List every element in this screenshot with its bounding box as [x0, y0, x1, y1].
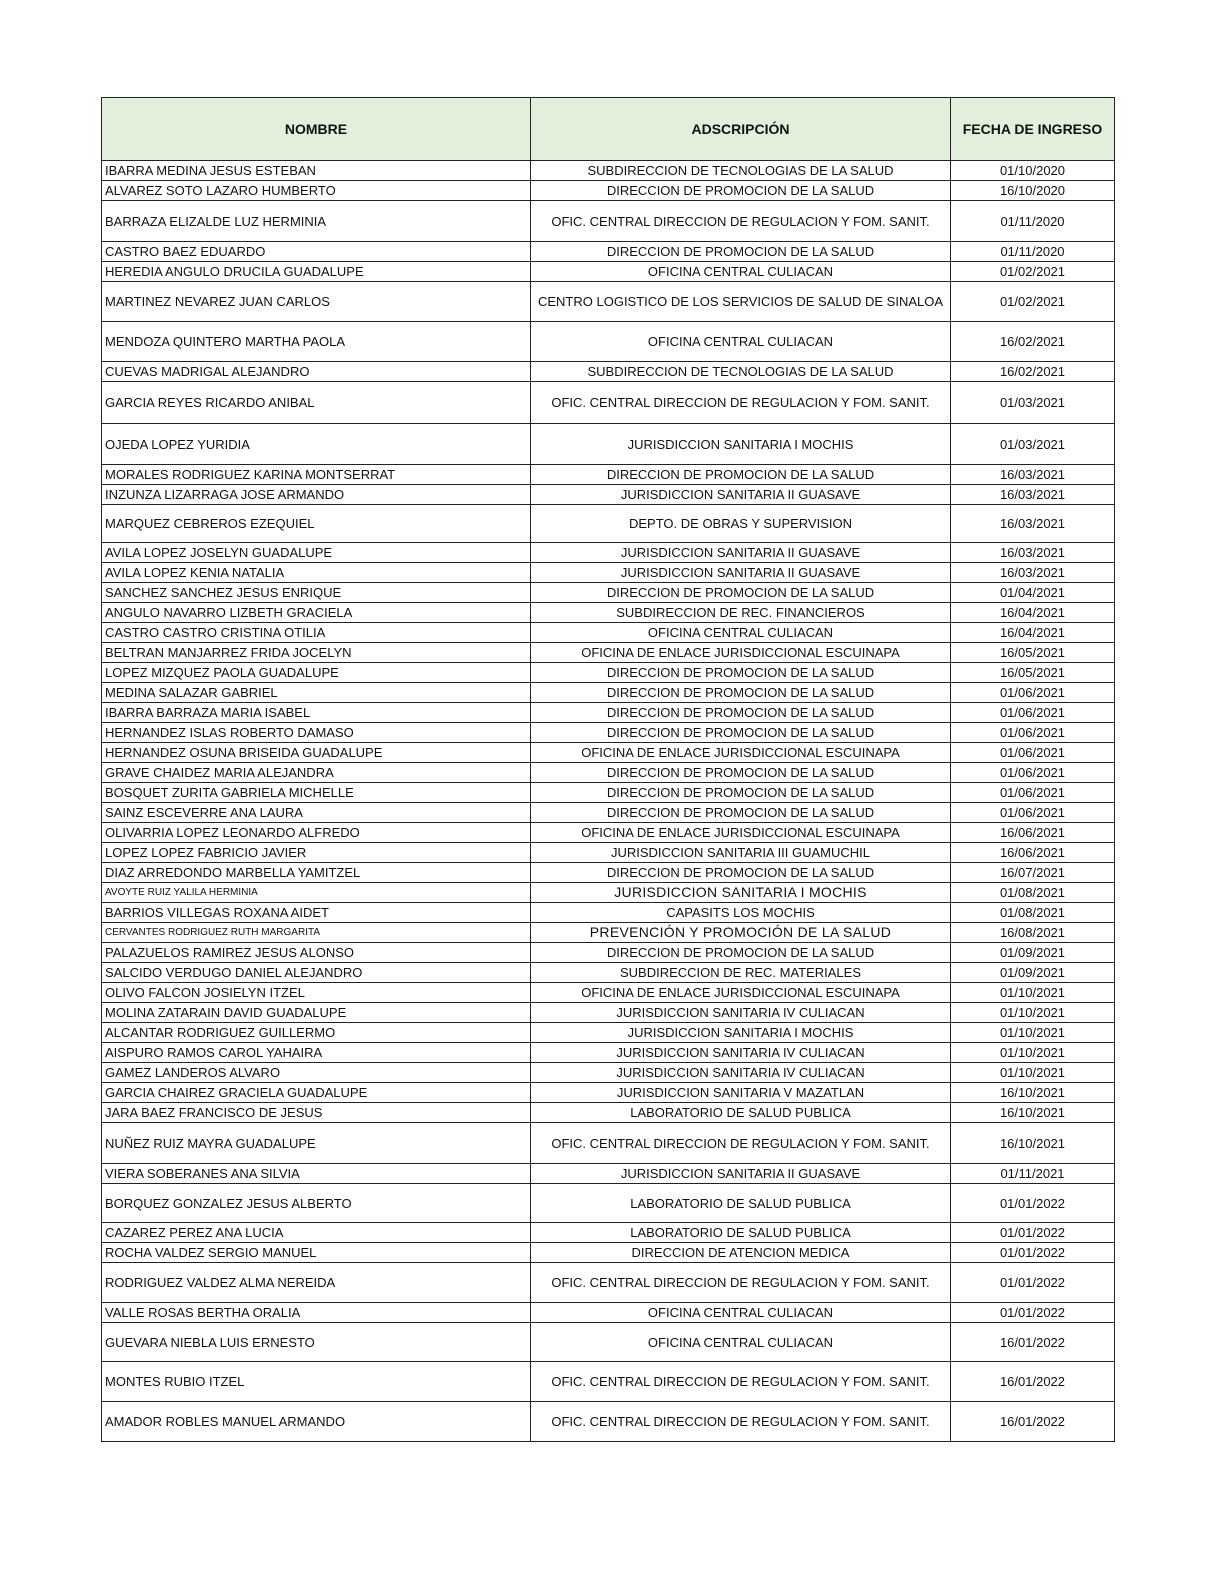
cell-nombre: VIERA SOBERANES ANA SILVIA [102, 1164, 531, 1184]
cell-nombre: CUEVAS MADRIGAL ALEJANDRO [102, 362, 531, 382]
cell-nombre: MEDINA SALAZAR GABRIEL [102, 683, 531, 703]
cell-adscripcion: LABORATORIO DE SALUD PUBLICA [531, 1223, 951, 1243]
cell-fecha-ingreso: 01/11/2020 [951, 242, 1115, 262]
table-row [102, 1083, 1115, 1103]
table-row [102, 803, 1115, 823]
cell-adscripcion: DIRECCION DE PROMOCION DE LA SALUD [531, 683, 951, 703]
cell-fecha-ingreso: 16/03/2021 [951, 543, 1115, 563]
cell-fecha-ingreso: 01/11/2021 [951, 1164, 1115, 1184]
cell-fecha-ingreso: 16/03/2021 [951, 465, 1115, 485]
cell-adscripcion: PREVENCIÓN Y PROMOCIÓN DE LA SALUD [531, 923, 951, 943]
table-row [102, 923, 1115, 943]
cell-adscripcion: DIRECCION DE PROMOCION DE LA SALUD [531, 242, 951, 262]
cell-fecha-ingreso: 16/03/2021 [951, 485, 1115, 505]
cell-nombre: ALCANTAR RODRIGUEZ GUILLERMO [102, 1023, 531, 1043]
cell-adscripcion: OFIC. CENTRAL DIRECCION DE REGULACION Y FOM. SANIT. [531, 201, 951, 242]
cell-fecha-ingreso: 01/01/2022 [951, 1303, 1115, 1323]
cell-fecha-ingreso: 16/10/2020 [951, 181, 1115, 201]
cell-nombre: GRAVE CHAIDEZ MARIA ALEJANDRA [102, 763, 531, 783]
cell-nombre: GARCIA CHAIREZ GRACIELA GUADALUPE [102, 1083, 531, 1103]
table-row [102, 181, 1115, 201]
cell-fecha-ingreso: 16/06/2021 [951, 843, 1115, 863]
cell-adscripcion: JURISDICCION SANITARIA V MAZATLAN [531, 1083, 951, 1103]
cell-nombre: SANCHEZ SANCHEZ JESUS ENRIQUE [102, 583, 531, 603]
cell-fecha-ingreso: 01/08/2021 [951, 903, 1115, 923]
cell-fecha-ingreso: 01/10/2021 [951, 1003, 1115, 1023]
table-row [102, 1123, 1115, 1164]
table-row [102, 843, 1115, 863]
cell-nombre: BELTRAN MANJARREZ FRIDA JOCELYN [102, 643, 531, 663]
table-row [102, 1362, 1115, 1402]
cell-adscripcion: OFICINA DE ENLACE JURISDICCIONAL ESCUINAPA [531, 743, 951, 763]
cell-fecha-ingreso: 01/03/2021 [951, 424, 1115, 465]
cell-nombre: IBARRA BARRAZA MARIA ISABEL [102, 703, 531, 723]
cell-fecha-ingreso: 16/03/2021 [951, 505, 1115, 543]
table-row [102, 201, 1115, 242]
cell-adscripcion: OFICINA DE ENLACE JURISDICCIONAL ESCUINAPA [531, 983, 951, 1003]
cell-fecha-ingreso: 01/06/2021 [951, 803, 1115, 823]
table-row [102, 703, 1115, 723]
table-row [102, 1243, 1115, 1263]
cell-nombre: AVILA LOPEZ KENIA NATALIA [102, 563, 531, 583]
cell-adscripcion: JURISDICCION SANITARIA II GUASAVE [531, 563, 951, 583]
cell-nombre: AMADOR ROBLES MANUEL ARMANDO [102, 1402, 531, 1442]
cell-nombre: MARTINEZ NEVAREZ JUAN CARLOS [102, 282, 531, 322]
cell-nombre: ANGULO NAVARRO LIZBETH GRACIELA [102, 603, 531, 623]
cell-adscripcion: DEPTO. DE OBRAS Y SUPERVISION [531, 505, 951, 543]
cell-nombre: CASTRO CASTRO CRISTINA OTILIA [102, 623, 531, 643]
cell-fecha-ingreso: 16/10/2021 [951, 1083, 1115, 1103]
cell-adscripcion: OFIC. CENTRAL DIRECCION DE REGULACION Y FOM. SANIT. [531, 1362, 951, 1402]
cell-adscripcion: JURISDICCION SANITARIA II GUASAVE [531, 485, 951, 505]
cell-nombre: VALLE ROSAS BERTHA ORALIA [102, 1303, 531, 1323]
cell-adscripcion: OFIC. CENTRAL DIRECCION DE REGULACION Y FOM. SANIT. [531, 1402, 951, 1442]
table-row [102, 242, 1115, 262]
table-row [102, 603, 1115, 623]
table-row [102, 1223, 1115, 1243]
cell-fecha-ingreso: 16/08/2021 [951, 923, 1115, 943]
cell-adscripcion: DIRECCION DE PROMOCION DE LA SALUD [531, 863, 951, 883]
cell-fecha-ingreso: 16/03/2021 [951, 563, 1115, 583]
cell-nombre: HERNANDEZ ISLAS ROBERTO DAMASO [102, 723, 531, 743]
cell-nombre: HERNANDEZ OSUNA BRISEIDA GUADALUPE [102, 743, 531, 763]
table-row [102, 943, 1115, 963]
cell-nombre: MORALES RODRIGUEZ KARINA MONTSERRAT [102, 465, 531, 485]
cell-fecha-ingreso: 01/06/2021 [951, 763, 1115, 783]
cell-adscripcion: SUBDIRECCION DE TECNOLOGIAS DE LA SALUD [531, 161, 951, 181]
cell-adscripcion: DIRECCION DE PROMOCION DE LA SALUD [531, 465, 951, 485]
table-row [102, 663, 1115, 683]
cell-fecha-ingreso: 01/08/2021 [951, 883, 1115, 903]
cell-nombre: SALCIDO VERDUGO DANIEL ALEJANDRO [102, 963, 531, 983]
cell-nombre: AVILA LOPEZ JOSELYN GUADALUPE [102, 543, 531, 563]
table-row [102, 1063, 1115, 1083]
table-row [102, 1323, 1115, 1362]
cell-adscripcion: OFICINA CENTRAL CULIACAN [531, 262, 951, 282]
cell-adscripcion: SUBDIRECCION DE REC. FINANCIEROS [531, 603, 951, 623]
header-fecha-ingreso: FECHA DE INGRESO [951, 98, 1115, 161]
cell-fecha-ingreso: 01/01/2022 [951, 1223, 1115, 1243]
cell-fecha-ingreso: 01/06/2021 [951, 723, 1115, 743]
cell-nombre: AVOYTE RUIZ YALILA HERMINIA [102, 883, 531, 903]
cell-adscripcion: DIRECCION DE PROMOCION DE LA SALUD [531, 181, 951, 201]
cell-nombre: NUÑEZ RUIZ MAYRA GUADALUPE [102, 1123, 531, 1164]
cell-nombre: MARQUEZ CEBREROS EZEQUIEL [102, 505, 531, 543]
table-row [102, 883, 1115, 903]
cell-adscripcion: DIRECCION DE PROMOCION DE LA SALUD [531, 763, 951, 783]
employee-table [101, 97, 1115, 1442]
cell-nombre: OLIVO FALCON JOSIELYN ITZEL [102, 983, 531, 1003]
cell-adscripcion: JURISDICCION SANITARIA I MOCHIS [531, 424, 951, 465]
cell-fecha-ingreso: 16/04/2021 [951, 623, 1115, 643]
table-row [102, 262, 1115, 282]
cell-nombre: BORQUEZ GONZALEZ JESUS ALBERTO [102, 1184, 531, 1223]
cell-fecha-ingreso: 01/06/2021 [951, 703, 1115, 723]
cell-fecha-ingreso: 01/09/2021 [951, 943, 1115, 963]
cell-nombre: BARRIOS VILLEGAS ROXANA AIDET [102, 903, 531, 923]
cell-nombre: GUEVARA NIEBLA LUIS ERNESTO [102, 1323, 531, 1362]
cell-adscripcion: SUBDIRECCION DE REC. MATERIALES [531, 963, 951, 983]
cell-fecha-ingreso: 01/10/2021 [951, 1023, 1115, 1043]
cell-fecha-ingreso: 01/02/2021 [951, 282, 1115, 322]
cell-fecha-ingreso: 16/10/2021 [951, 1103, 1115, 1123]
cell-fecha-ingreso: 16/01/2022 [951, 1362, 1115, 1402]
table-row [102, 623, 1115, 643]
cell-adscripcion: DIRECCION DE PROMOCION DE LA SALUD [531, 943, 951, 963]
table-row [102, 683, 1115, 703]
cell-adscripcion: JURISDICCION SANITARIA I MOCHIS [531, 883, 951, 903]
cell-adscripcion: SUBDIRECCION DE TECNOLOGIAS DE LA SALUD [531, 362, 951, 382]
cell-nombre: DIAZ ARREDONDO MARBELLA YAMITZEL [102, 863, 531, 883]
table-row [102, 723, 1115, 743]
table-row [102, 485, 1115, 505]
cell-nombre: OLIVARRIA LOPEZ LEONARDO ALFREDO [102, 823, 531, 843]
cell-nombre: CAZAREZ PEREZ ANA LUCIA [102, 1223, 531, 1243]
cell-fecha-ingreso: 01/06/2021 [951, 783, 1115, 803]
table-row [102, 1263, 1115, 1303]
table-row [102, 743, 1115, 763]
cell-nombre: SAINZ ESCEVERRE ANA LAURA [102, 803, 531, 823]
cell-nombre: IBARRA MEDINA JESUS ESTEBAN [102, 161, 531, 181]
cell-adscripcion: DIRECCION DE PROMOCION DE LA SALUD [531, 703, 951, 723]
table-row [102, 1003, 1115, 1023]
cell-fecha-ingreso: 01/06/2021 [951, 683, 1115, 703]
cell-fecha-ingreso: 16/01/2022 [951, 1323, 1115, 1362]
table-row [102, 903, 1115, 923]
cell-nombre: PALAZUELOS RAMIREZ JESUS ALONSO [102, 943, 531, 963]
cell-fecha-ingreso: 16/02/2021 [951, 322, 1115, 362]
cell-nombre: GAMEZ LANDEROS ALVARO [102, 1063, 531, 1083]
cell-adscripcion: OFICINA DE ENLACE JURISDICCIONAL ESCUINAPA [531, 643, 951, 663]
cell-adscripcion: JURISDICCION SANITARIA III GUAMUCHIL [531, 843, 951, 863]
cell-nombre: ALVAREZ SOTO LAZARO HUMBERTO [102, 181, 531, 201]
cell-nombre: MENDOZA QUINTERO MARTHA PAOLA [102, 322, 531, 362]
cell-adscripcion: DIRECCION DE ATENCION MEDICA [531, 1243, 951, 1263]
cell-nombre: RODRIGUEZ VALDEZ ALMA NEREIDA [102, 1263, 531, 1303]
table-row [102, 543, 1115, 563]
cell-fecha-ingreso: 16/02/2021 [951, 362, 1115, 382]
cell-adscripcion: OFICINA CENTRAL CULIACAN [531, 623, 951, 643]
cell-adscripcion: DIRECCION DE PROMOCION DE LA SALUD [531, 583, 951, 603]
cell-fecha-ingreso: 01/04/2021 [951, 583, 1115, 603]
cell-adscripcion: JURISDICCION SANITARIA II GUASAVE [531, 543, 951, 563]
cell-fecha-ingreso: 01/10/2021 [951, 1063, 1115, 1083]
table-row [102, 1023, 1115, 1043]
table-row [102, 823, 1115, 843]
cell-adscripcion: CAPASITS LOS MOCHIS [531, 903, 951, 923]
cell-adscripcion: LABORATORIO DE SALUD PUBLICA [531, 1184, 951, 1223]
table-row [102, 583, 1115, 603]
cell-adscripcion: JURISDICCION SANITARIA IV CULIACAN [531, 1063, 951, 1083]
cell-nombre: MOLINA ZATARAIN DAVID GUADALUPE [102, 1003, 531, 1023]
cell-nombre: MONTES RUBIO ITZEL [102, 1362, 531, 1402]
cell-nombre: BARRAZA ELIZALDE LUZ HERMINIA [102, 201, 531, 242]
cell-nombre: BOSQUET ZURITA GABRIELA MICHELLE [102, 783, 531, 803]
table-row [102, 763, 1115, 783]
cell-fecha-ingreso: 16/05/2021 [951, 663, 1115, 683]
cell-fecha-ingreso: 16/01/2022 [951, 1402, 1115, 1442]
cell-fecha-ingreso: 16/10/2021 [951, 1123, 1115, 1164]
table-row [102, 1103, 1115, 1123]
cell-nombre: AISPURO RAMOS CAROL YAHAIRA [102, 1043, 531, 1063]
cell-fecha-ingreso: 01/01/2022 [951, 1184, 1115, 1223]
table-row [102, 282, 1115, 322]
table-row [102, 505, 1115, 543]
table-row [102, 863, 1115, 883]
cell-fecha-ingreso: 01/01/2022 [951, 1243, 1115, 1263]
cell-adscripcion: JURISDICCION SANITARIA IV CULIACAN [531, 1003, 951, 1023]
cell-fecha-ingreso: 01/06/2021 [951, 743, 1115, 763]
cell-adscripcion: JURISDICCION SANITARIA I MOCHIS [531, 1023, 951, 1043]
table-row [102, 963, 1115, 983]
table-row [102, 382, 1115, 424]
cell-fecha-ingreso: 16/04/2021 [951, 603, 1115, 623]
table-row [102, 1043, 1115, 1063]
header-nombre: NOMBRE [102, 98, 531, 161]
cell-fecha-ingreso: 01/10/2021 [951, 1043, 1115, 1063]
header-adscripcion: ADSCRIPCIÓN [531, 98, 951, 161]
cell-fecha-ingreso: 16/06/2021 [951, 823, 1115, 843]
cell-adscripcion: DIRECCION DE PROMOCION DE LA SALUD [531, 723, 951, 743]
cell-adscripcion: CENTRO LOGISTICO DE LOS SERVICIOS DE SALUD DE SINALOA [531, 282, 951, 322]
table-row [102, 783, 1115, 803]
cell-nombre: INZUNZA LIZARRAGA JOSE ARMANDO [102, 485, 531, 505]
cell-adscripcion: OFICINA CENTRAL CULIACAN [531, 1303, 951, 1323]
cell-nombre: CASTRO BAEZ EDUARDO [102, 242, 531, 262]
table-row [102, 1303, 1115, 1323]
cell-fecha-ingreso: 01/01/2022 [951, 1263, 1115, 1303]
cell-fecha-ingreso: 16/05/2021 [951, 643, 1115, 663]
cell-fecha-ingreso: 01/03/2021 [951, 382, 1115, 424]
cell-adscripcion: OFIC. CENTRAL DIRECCION DE REGULACION Y FOM. SANIT. [531, 1123, 951, 1164]
table-body [102, 161, 1115, 1442]
cell-fecha-ingreso: 01/10/2020 [951, 161, 1115, 181]
cell-nombre: OJEDA LOPEZ YURIDIA [102, 424, 531, 465]
table-row [102, 1402, 1115, 1442]
cell-nombre: LOPEZ LOPEZ FABRICIO JAVIER [102, 843, 531, 863]
cell-fecha-ingreso: 01/02/2021 [951, 262, 1115, 282]
cell-adscripcion: OFICINA DE ENLACE JURISDICCIONAL ESCUINAPA [531, 823, 951, 843]
table-row [102, 1184, 1115, 1223]
table-row [102, 161, 1115, 181]
cell-adscripcion: DIRECCION DE PROMOCION DE LA SALUD [531, 663, 951, 683]
cell-adscripcion: OFICINA CENTRAL CULIACAN [531, 1323, 951, 1362]
cell-adscripcion: OFIC. CENTRAL DIRECCION DE REGULACION Y FOM. SANIT. [531, 1263, 951, 1303]
cell-fecha-ingreso: 01/11/2020 [951, 201, 1115, 242]
cell-adscripcion: OFICINA CENTRAL CULIACAN [531, 322, 951, 362]
cell-adscripcion: OFIC. CENTRAL DIRECCION DE REGULACION Y FOM. SANIT. [531, 382, 951, 424]
table-row [102, 983, 1115, 1003]
cell-nombre: CERVANTES RODRIGUEZ RUTH MARGARITA [102, 923, 531, 943]
table-row [102, 563, 1115, 583]
cell-adscripcion: DIRECCION DE PROMOCION DE LA SALUD [531, 783, 951, 803]
table-row [102, 1164, 1115, 1184]
cell-fecha-ingreso: 16/07/2021 [951, 863, 1115, 883]
table-row [102, 362, 1115, 382]
cell-nombre: ROCHA VALDEZ SERGIO MANUEL [102, 1243, 531, 1263]
cell-nombre: JARA BAEZ FRANCISCO DE JESUS [102, 1103, 531, 1123]
table-row [102, 424, 1115, 465]
cell-nombre: GARCIA REYES RICARDO ANIBAL [102, 382, 531, 424]
table-row [102, 465, 1115, 485]
table-row [102, 643, 1115, 663]
cell-adscripcion: DIRECCION DE PROMOCION DE LA SALUD [531, 803, 951, 823]
cell-nombre: HEREDIA ANGULO DRUCILA GUADALUPE [102, 262, 531, 282]
header-row [102, 98, 1115, 161]
cell-fecha-ingreso: 01/09/2021 [951, 963, 1115, 983]
cell-fecha-ingreso: 01/10/2021 [951, 983, 1115, 1003]
cell-adscripcion: JURISDICCION SANITARIA II GUASAVE [531, 1164, 951, 1184]
cell-adscripcion: LABORATORIO DE SALUD PUBLICA [531, 1103, 951, 1123]
cell-nombre: LOPEZ MIZQUEZ PAOLA GUADALUPE [102, 663, 531, 683]
cell-adscripcion: JURISDICCION SANITARIA IV CULIACAN [531, 1043, 951, 1063]
table-row [102, 322, 1115, 362]
